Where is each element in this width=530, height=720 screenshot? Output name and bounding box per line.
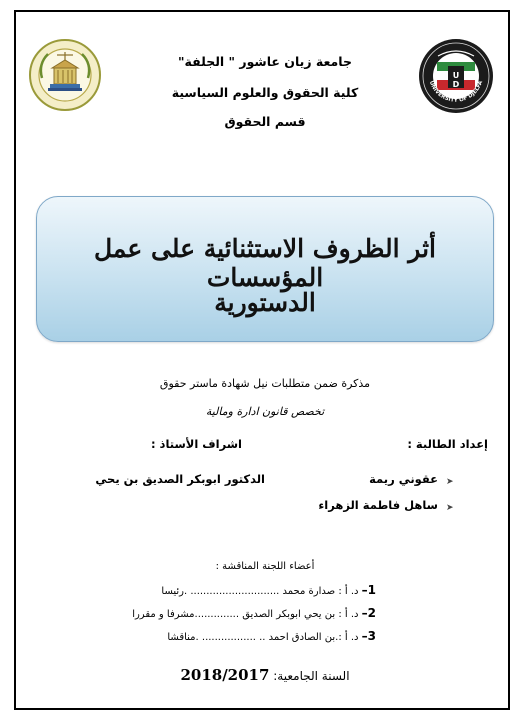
supervisor-name: الدكتور ابوبكر الصديق بن يحي bbox=[95, 472, 265, 486]
thesis-title-line-2: الدستورية bbox=[214, 288, 316, 317]
bullet-icon: ➤ bbox=[446, 503, 454, 513]
academic-year bbox=[170, 666, 360, 684]
year-value: 2018/2017 bbox=[180, 666, 270, 684]
committee-number: 1– bbox=[361, 583, 376, 597]
university-caption: UNIVERSITY OF DJELFA bbox=[427, 80, 485, 104]
university-seal-logo bbox=[418, 38, 494, 114]
committee-text: د. أ : بن يحي ابوبكر الصديق ..............مشرفا و مقررا bbox=[132, 609, 362, 620]
faculty-name: كلية الحقوق والعلوم السياسية bbox=[171, 85, 359, 100]
committee-member-1 bbox=[60, 583, 376, 597]
svg-text:D: D bbox=[452, 80, 460, 89]
student-name-2: ساهل فاطمة الزهراء bbox=[318, 498, 438, 512]
faculty-seal-logo bbox=[28, 38, 102, 112]
svg-text:U: U bbox=[452, 71, 460, 80]
committee-number: 2– bbox=[361, 606, 376, 620]
student-name-1: عقوني ريمة bbox=[369, 472, 438, 486]
committee-text: د. أ : صدارة محمد ............................ .رئيسا bbox=[161, 586, 362, 597]
bullet-icon: ➤ bbox=[446, 477, 454, 487]
year-label: السنة الجامعية: bbox=[273, 669, 350, 683]
thesis-title-line-1: أثر الظروف الاستثنائية على عمل المؤسسات bbox=[93, 234, 436, 292]
memo-text: مذكرة ضمن متطلبات نيل شهادة ماستر حقوق bbox=[159, 377, 371, 390]
university-name: جامعة زيان عاشور " الجلفة" bbox=[178, 54, 352, 69]
committee-title: أعضاء اللجنة المناقشة : bbox=[215, 561, 315, 572]
committee-number: 3– bbox=[361, 629, 376, 643]
specialty-text: تخصص قانون ادارة ومالية bbox=[205, 405, 325, 418]
committee-member-2 bbox=[60, 606, 376, 620]
committee-text: د. أ :.بن الصادق احمد .. ................. .مناقشا bbox=[167, 632, 362, 643]
students-label: إعداد الطالبة : bbox=[407, 437, 488, 451]
committee-member-3 bbox=[60, 629, 376, 643]
department-name: قسم الحقوق bbox=[224, 114, 306, 129]
supervisor-label: اشراف الأستاذ : bbox=[150, 437, 242, 451]
